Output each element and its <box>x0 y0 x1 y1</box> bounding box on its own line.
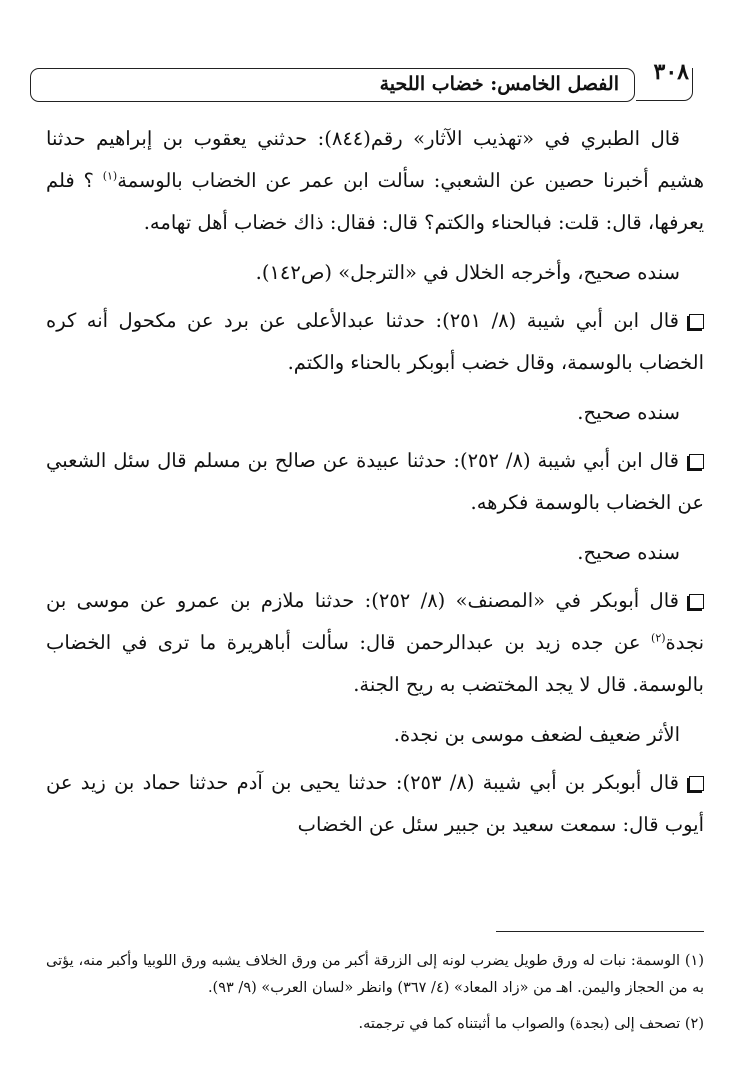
paragraph-text: قال الطبري في «تهذيب الآثار» رقم(٨٤٤): حدثني يعقوب بن إبراهيم حدثنا هشيم أخبرنا حصين عن الشعبي: سألت ابن عمر عن الخضاب بالوسمة <box>46 127 704 192</box>
footnote-number: (١) <box>684 953 704 969</box>
paragraph-text: سنده صحيح. <box>577 401 680 424</box>
footnote-2 <box>46 1011 704 1038</box>
paragraph-text: قال أبوبكر في «المصنف» (٨/ ٢٥٢): حدثنا ملازم بن عمرو عن موسى بن نجدة <box>46 589 704 654</box>
grading-note <box>46 532 704 574</box>
paragraph-3 <box>46 440 704 524</box>
paragraph-5 <box>46 762 704 846</box>
paragraph-text: سنده صحيح. <box>577 541 680 564</box>
checkbox-bullet-icon <box>689 594 704 609</box>
footnote-1 <box>46 948 704 1002</box>
checkbox-bullet-icon <box>689 454 704 469</box>
footnote-marker: (١) <box>102 169 118 183</box>
paragraph-text: الأثر ضعيف لضعف موسى بن نجدة. <box>393 723 680 746</box>
grading-note <box>46 392 704 434</box>
running-header <box>30 59 693 102</box>
paragraph-1 <box>46 118 704 244</box>
footnote-number: (٢) <box>684 1016 704 1032</box>
grading-note <box>46 252 704 294</box>
footnote-separator <box>496 931 704 932</box>
paragraph-4 <box>46 580 704 706</box>
chapter-title: الفصل الخامس: خضاب اللحية <box>379 73 619 95</box>
main-text <box>46 118 704 854</box>
grading-note <box>46 714 704 756</box>
checkbox-bullet-icon <box>689 776 704 791</box>
paragraph-text: سنده صحيح، وأخرجه الخلال في «الترجل» (ص١٤٢). <box>255 261 680 284</box>
footnote-text: الوسمة: نبات له ورق طويل يضرب لونه إلى الزرقة أكبر من ورق الخلاف يشبه ورق اللوبيا وأكبر منه، يؤتى به من الحجاز واليمن. اهـ من «زاد المعاد» (٤/ ٣٦٧) وانظر «لسان العرب» (٩/ ٩٣). <box>46 953 704 996</box>
paragraph-text: قال ابن أبي شيبة (٨/ ٢٥٢): حدثنا عبيدة عن صالح بن مسلم قال سئل الشعبي عن الخضاب بالوسمة فكرهه. <box>46 449 704 514</box>
page-number: ٣٠٨ <box>653 59 689 85</box>
paragraph-text: قال ابن أبي شيبة (٨/ ٢٥١): حدثنا عبدالأعلى عن برد عن مكحول أنه كره الخضاب بالوسمة، وقال خضب أبوبكر بالحناء والكتم. <box>46 309 704 374</box>
paragraph-text: ؟ فلم يعرفها، قال: قلت: فبالحناء والكتم؟ قال: فقال: ذاك خضاب أهل تهامه. <box>46 169 704 234</box>
checkbox-bullet-icon <box>689 314 704 329</box>
footnotes <box>46 948 704 1047</box>
footnote-text: تصحف إلى (بجدة) والصواب ما أثبتناه كما في ترجمته. <box>358 1016 681 1032</box>
paragraph-text: قال أبوبكر بن أبي شيبة (٨/ ٢٥٣): حدثنا يحيى بن آدم حدثنا حماد بن زيد عن أيوب قال: سمعت سعيد بن جبير سئل عن الخضاب <box>46 771 704 836</box>
footnote-marker: (٢) <box>651 631 666 645</box>
paragraph-2 <box>46 300 704 384</box>
paragraph-text: عن جده زيد بن عبدالرحمن قال: سألت أباهريرة ما ترى في الخضاب بالوسمة. قال لا يجد المختضب به ريح الجنة. <box>46 631 704 696</box>
